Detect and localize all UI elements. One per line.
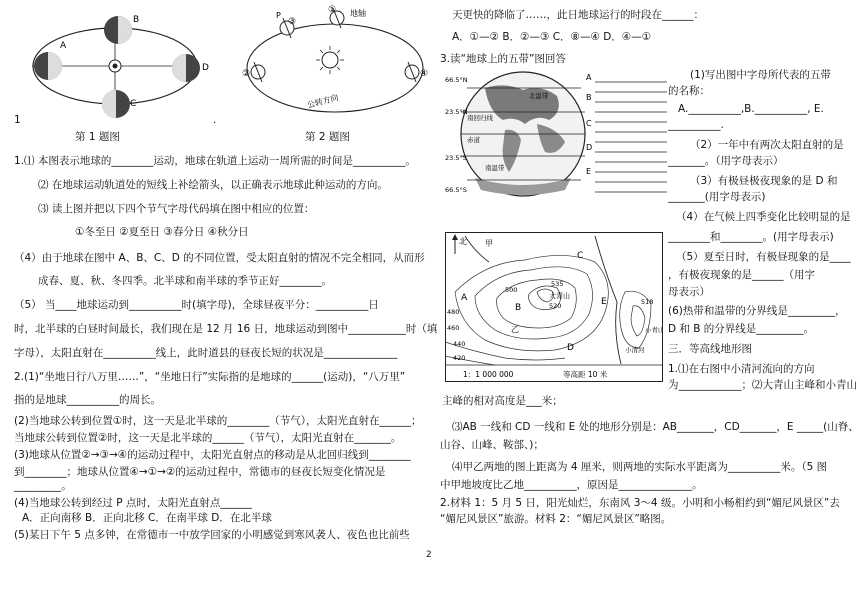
contour-place-daqingshan: 大青山 xyxy=(549,292,570,300)
q1-4a: （4）由于地球在图中 A、B、C、D 的不同位置，受太阳直射的情况不完全相同，从而形 xyxy=(14,252,425,264)
lat-66n: 66.5°N xyxy=(445,76,468,84)
contour-letter-a: A xyxy=(461,293,468,303)
contour-h-535: 535 xyxy=(551,280,564,288)
contour-letter-e: E xyxy=(601,297,607,307)
material-q2a: 2.材料 1：5 月 5 日，阳光灿烂，东南风 3～4 级。小明和小畅相约到“媚尼风景区”去 xyxy=(440,497,840,509)
q2-1a: 2.(1)“坐地日行八万里……”，“坐地日行”实际指的是地球的______(运动)，“八万里” xyxy=(14,371,406,383)
zone-letter-e: E xyxy=(586,167,592,176)
q3-5c: 母表示） xyxy=(668,286,710,298)
contour-letter-b: B xyxy=(515,303,522,313)
contour-place-jia: 甲 xyxy=(485,239,493,248)
zone-letter-a: A xyxy=(586,73,592,82)
contour-q1f: ⑷甲乙两地的图上距离为 4 厘米，则两地的实际水平距离为__________米。（5 图 xyxy=(452,461,828,473)
zone-letter-d: D xyxy=(586,143,593,152)
contour-place-river: 小清河 xyxy=(625,346,645,354)
contour-h-460: 460 xyxy=(447,324,460,332)
fig2-axis-label: 地轴 xyxy=(350,9,366,18)
q2-4-options: A．正向南移 B．正向北移 C．在南半球 D．在北半球 xyxy=(22,512,272,524)
lat-23s: 23.5°S xyxy=(445,154,467,162)
q2-3a: (3)地球从位置②→③→④的运动过程中，太阳光直射点的移动是从北回归线到________ xyxy=(14,449,411,461)
contour-place-xiaoqingshan: 小青山 xyxy=(645,326,663,334)
q3-1b: 的名称： xyxy=(668,85,710,97)
fig2-label-n4: ④ xyxy=(420,69,429,79)
figure-contour-map xyxy=(445,232,663,382)
lat-66s: 66.5°S xyxy=(445,186,467,194)
fig1-label-d: D xyxy=(202,63,209,73)
contour-h-480: 480 xyxy=(447,308,460,316)
q2-2a: (2)当地球公转到位置①时，这一天是北半球的________（节气），太阳光直射在______； xyxy=(14,415,422,427)
q1-5c: 字母），太阳直射在__________线上，此时道县的昼夜长短的状况是______________ xyxy=(14,347,398,359)
fig1-label-c: C xyxy=(130,99,137,109)
q3-title: 3.读“地球上的五带”图回答 xyxy=(440,53,566,65)
q2-5: (5)某日下午 5 点多钟，在常德市一中放学回家的小明感觉到寒风袭人、夜色也比前些 xyxy=(14,529,410,541)
contour-scale: 1：1 000 000 xyxy=(463,370,514,379)
contour-q1d: ⑶AB 一线和 CD 一线和 E 处的地形分别是：AB_______，CD_______，E _____(山脊、 xyxy=(452,421,859,433)
fig1-caption: 第 1 题图 xyxy=(75,131,120,143)
q2-4: (4)当地球公转到经过 P 点时，太阳光直射点______ xyxy=(14,497,252,509)
q1-4b: 成春、夏、秋、冬四季。北半球和南半球的季节正好________。 xyxy=(38,275,332,287)
q3-4a: （4）在气候上四季变化比较明显的是 xyxy=(676,211,851,223)
q3-6a: (6)热带和温带的分界线是_________， xyxy=(668,305,846,317)
q3-1c: A.__________,B.__________, E. xyxy=(678,103,824,115)
material-q2b: “媚尼风景区”旅游。材料 2：“媚尼风景区”略图。 xyxy=(440,513,672,525)
contour-letter-c: C xyxy=(577,251,584,261)
q3-2a: （2）一年中有两次太阳直射的是 xyxy=(690,139,844,151)
q2-3c: _________。 xyxy=(14,480,72,492)
zone-name-1: 北温带 xyxy=(529,92,549,100)
fig1-mark: 1 xyxy=(14,114,21,126)
q3-4b: ________和________。(用字母表示) xyxy=(668,231,834,243)
q3-1a: (1)写出图中字母所代表的五带 xyxy=(690,69,831,81)
fig1-label-b: B xyxy=(133,15,140,25)
contour-h-440: 440 xyxy=(453,340,466,348)
lat-23n: 23.5°N xyxy=(445,108,468,116)
q1-5a: （5） 当____地球运动到__________时(填字母)，全球昼夜平分：__________日 xyxy=(14,299,379,311)
q2-3b: 到________；地球从位置④→①→②的运动过程中，常德市的昼夜长短变化情况是 xyxy=(14,466,386,478)
fig2-label-n2: ② xyxy=(242,69,251,79)
q1-5b: 时，北半球的白昼时间最长，我们现在是 12 月 16 日，地球运动到图中___________时（填 xyxy=(14,323,438,335)
contour-q1c: 主峰的相对高度是___米； xyxy=(442,395,563,407)
q3-3b: _______(用字母表示) xyxy=(668,191,766,203)
q3-1d: __________. xyxy=(668,119,724,131)
q3-6b: D 和 B 的分界线是_________。 xyxy=(668,323,815,335)
q2-5-options: A．①—② B．②—③ C．⑧—④ D．④—① xyxy=(452,31,652,43)
figure-1-orbit xyxy=(30,8,210,120)
zone-name-3: 赤道 xyxy=(467,136,480,144)
contour-q1g: 中甲地坡度比乙地__________，原因是______________。 xyxy=(440,479,703,491)
q1-2: ⑵ 在地球运动轨道处的短线上补绘箭头，以正确表示地球此种运动的方向。 xyxy=(38,179,388,191)
contour-h-500: 500 xyxy=(505,286,518,294)
contour-q1e: 山谷、山峰、鞍部、)； xyxy=(440,439,544,451)
fig1-label-a: A xyxy=(60,41,67,51)
fig2-label-n3: ③ xyxy=(288,17,297,27)
q3-5b: ，有极夜现象的是______（用字 xyxy=(668,269,815,281)
contour-q1b: 为____________；⑵大青山主峰和小青山 xyxy=(668,379,857,391)
zone-letter-b: B xyxy=(586,93,592,102)
fig-dot: . xyxy=(213,114,217,126)
zone-name-4: 南温带 xyxy=(485,164,505,172)
q3-5a: （5）夏至日时，有极昼现象的是____ xyxy=(676,251,851,263)
contour-h-518: 518 xyxy=(641,298,654,306)
fig2-caption: 第 2 题图 xyxy=(305,131,350,143)
fig2-label-n1: ① xyxy=(328,5,337,15)
q1-3-options: ①冬至日 ②夏至日 ③春分日 ④秋分日 xyxy=(75,226,249,238)
q2-1b: 指的是地球__________的周长。 xyxy=(14,394,161,406)
contour-h-520: 520 xyxy=(549,302,562,310)
q2-2b: 当地球公转到位置②时，这一天是北半球的______（节气），太阳光直射在_______。 xyxy=(14,432,402,444)
section-3-heading: 三．等高线地形图 xyxy=(668,343,752,355)
contour-north: 北 xyxy=(459,237,467,246)
page-number: 2 xyxy=(426,550,432,560)
q1-1: 1.⑴ 本图表示地球的________运动，地球在轨道上运动一周所需的时间是__________。 xyxy=(14,155,416,167)
contour-q1a: 1.⑴在右图中小清河流向的方向 xyxy=(668,363,815,375)
fig2-label-p: P xyxy=(276,11,281,20)
q3-3a: （3）有极昼极夜现象的是 D 和 xyxy=(690,175,838,187)
contour-h-420: 420 xyxy=(453,354,466,362)
zone-letter-c: C xyxy=(586,119,592,128)
q3-2b: _______。（用字母表示） xyxy=(668,155,784,167)
zone-name-2: 南回归线 xyxy=(467,114,493,122)
fig2-orbit-label: 公转方向 xyxy=(306,92,340,110)
figure-2-orbit xyxy=(240,4,430,122)
contour-letter-d: D xyxy=(567,343,574,353)
q2-5b: 天更快的降临了……，此日地球运行的时段在______： xyxy=(452,9,704,21)
q1-3: ⑶ 读上图并把以下四个节气字母代码填在图中相应的位置： xyxy=(38,203,315,215)
figure-five-zones xyxy=(445,68,670,200)
contour-interval: 等高距 10 米 xyxy=(563,370,608,379)
contour-place-yi: 乙 xyxy=(511,325,519,334)
